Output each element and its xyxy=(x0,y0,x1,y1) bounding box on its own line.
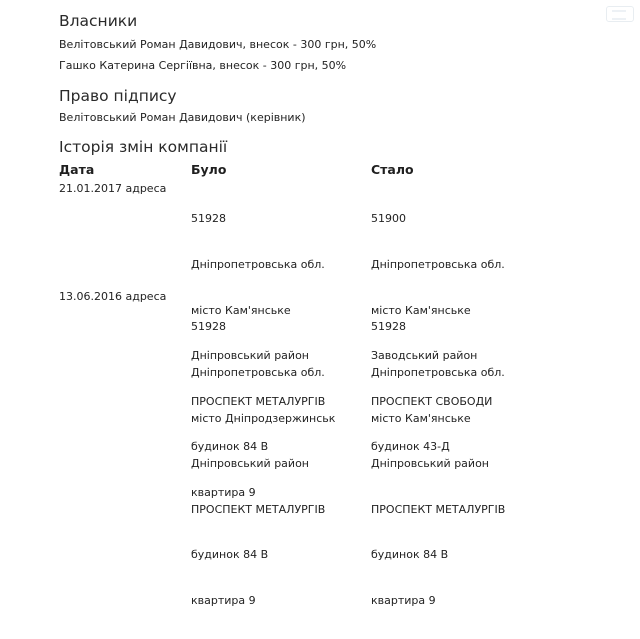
became-line: Дніпропетровська обл. xyxy=(371,366,505,380)
became-line: будинок 84 В xyxy=(371,548,449,562)
became-line: ПРОСПЕКТ МЕТАЛУРГІВ xyxy=(371,502,506,516)
signature-title: Право підпису xyxy=(59,87,177,105)
row-was-address xyxy=(191,289,335,639)
owner-item: Гашко Катерина Сергіївна, внесок - 300 грн, 50% xyxy=(59,59,347,72)
owner-item: Велітовський Роман Давидович, внесок - 300 грн, 50% xyxy=(59,38,377,51)
became-line: Дніпропетровська обл. xyxy=(371,258,505,272)
became-line: квартира 9 xyxy=(371,594,436,608)
was-line: квартира 9 xyxy=(191,486,256,500)
was-line: квартира 9 xyxy=(191,594,256,608)
became-line: 51928 xyxy=(371,320,406,334)
watermark-logo-icon xyxy=(606,6,634,22)
history-title: Історія змін компанії xyxy=(59,138,228,156)
was-line: ПРОСПЕКТ МЕТАЛУРГІВ xyxy=(191,394,326,408)
was-line: місто Дніпродзержинськ xyxy=(191,411,336,425)
was-line: 51928 xyxy=(191,212,226,226)
was-line: Дніпровський район xyxy=(191,349,309,363)
became-line: місто Кам'янське xyxy=(371,411,471,425)
was-line: будинок 84 В xyxy=(191,548,269,562)
row-date: 13.06.2016 адреса xyxy=(59,290,167,303)
row-date: 21.01.2017 адреса xyxy=(59,182,167,195)
signature-value: Велітовський Роман Давидович (керівник) xyxy=(59,111,306,124)
was-line: ПРОСПЕКТ МЕТАЛУРГІВ xyxy=(191,502,326,516)
was-line: будинок 84 В xyxy=(191,440,269,454)
owners-title: Власники xyxy=(59,12,138,30)
became-line: ПРОСПЕКТ СВОБОДИ xyxy=(371,394,493,408)
row-became-address xyxy=(371,289,505,639)
became-line: будинок 43-Д xyxy=(371,440,450,454)
column-header-became: Стало xyxy=(371,162,414,177)
became-line: місто Кам'янське xyxy=(371,303,471,317)
column-header-was: Було xyxy=(191,162,227,177)
was-line: місто Кам'янське xyxy=(191,303,291,317)
was-line: Дніпропетровська обл. xyxy=(191,258,325,272)
was-line: Дніпровський район xyxy=(191,457,309,471)
became-line: 51900 xyxy=(371,212,406,226)
became-line: Дніпровський район xyxy=(371,457,489,471)
was-line: Дніпропетровська обл. xyxy=(191,366,325,380)
became-line: Заводський район xyxy=(371,349,478,363)
column-header-date: Дата xyxy=(59,162,95,177)
was-line: 51928 xyxy=(191,320,226,334)
